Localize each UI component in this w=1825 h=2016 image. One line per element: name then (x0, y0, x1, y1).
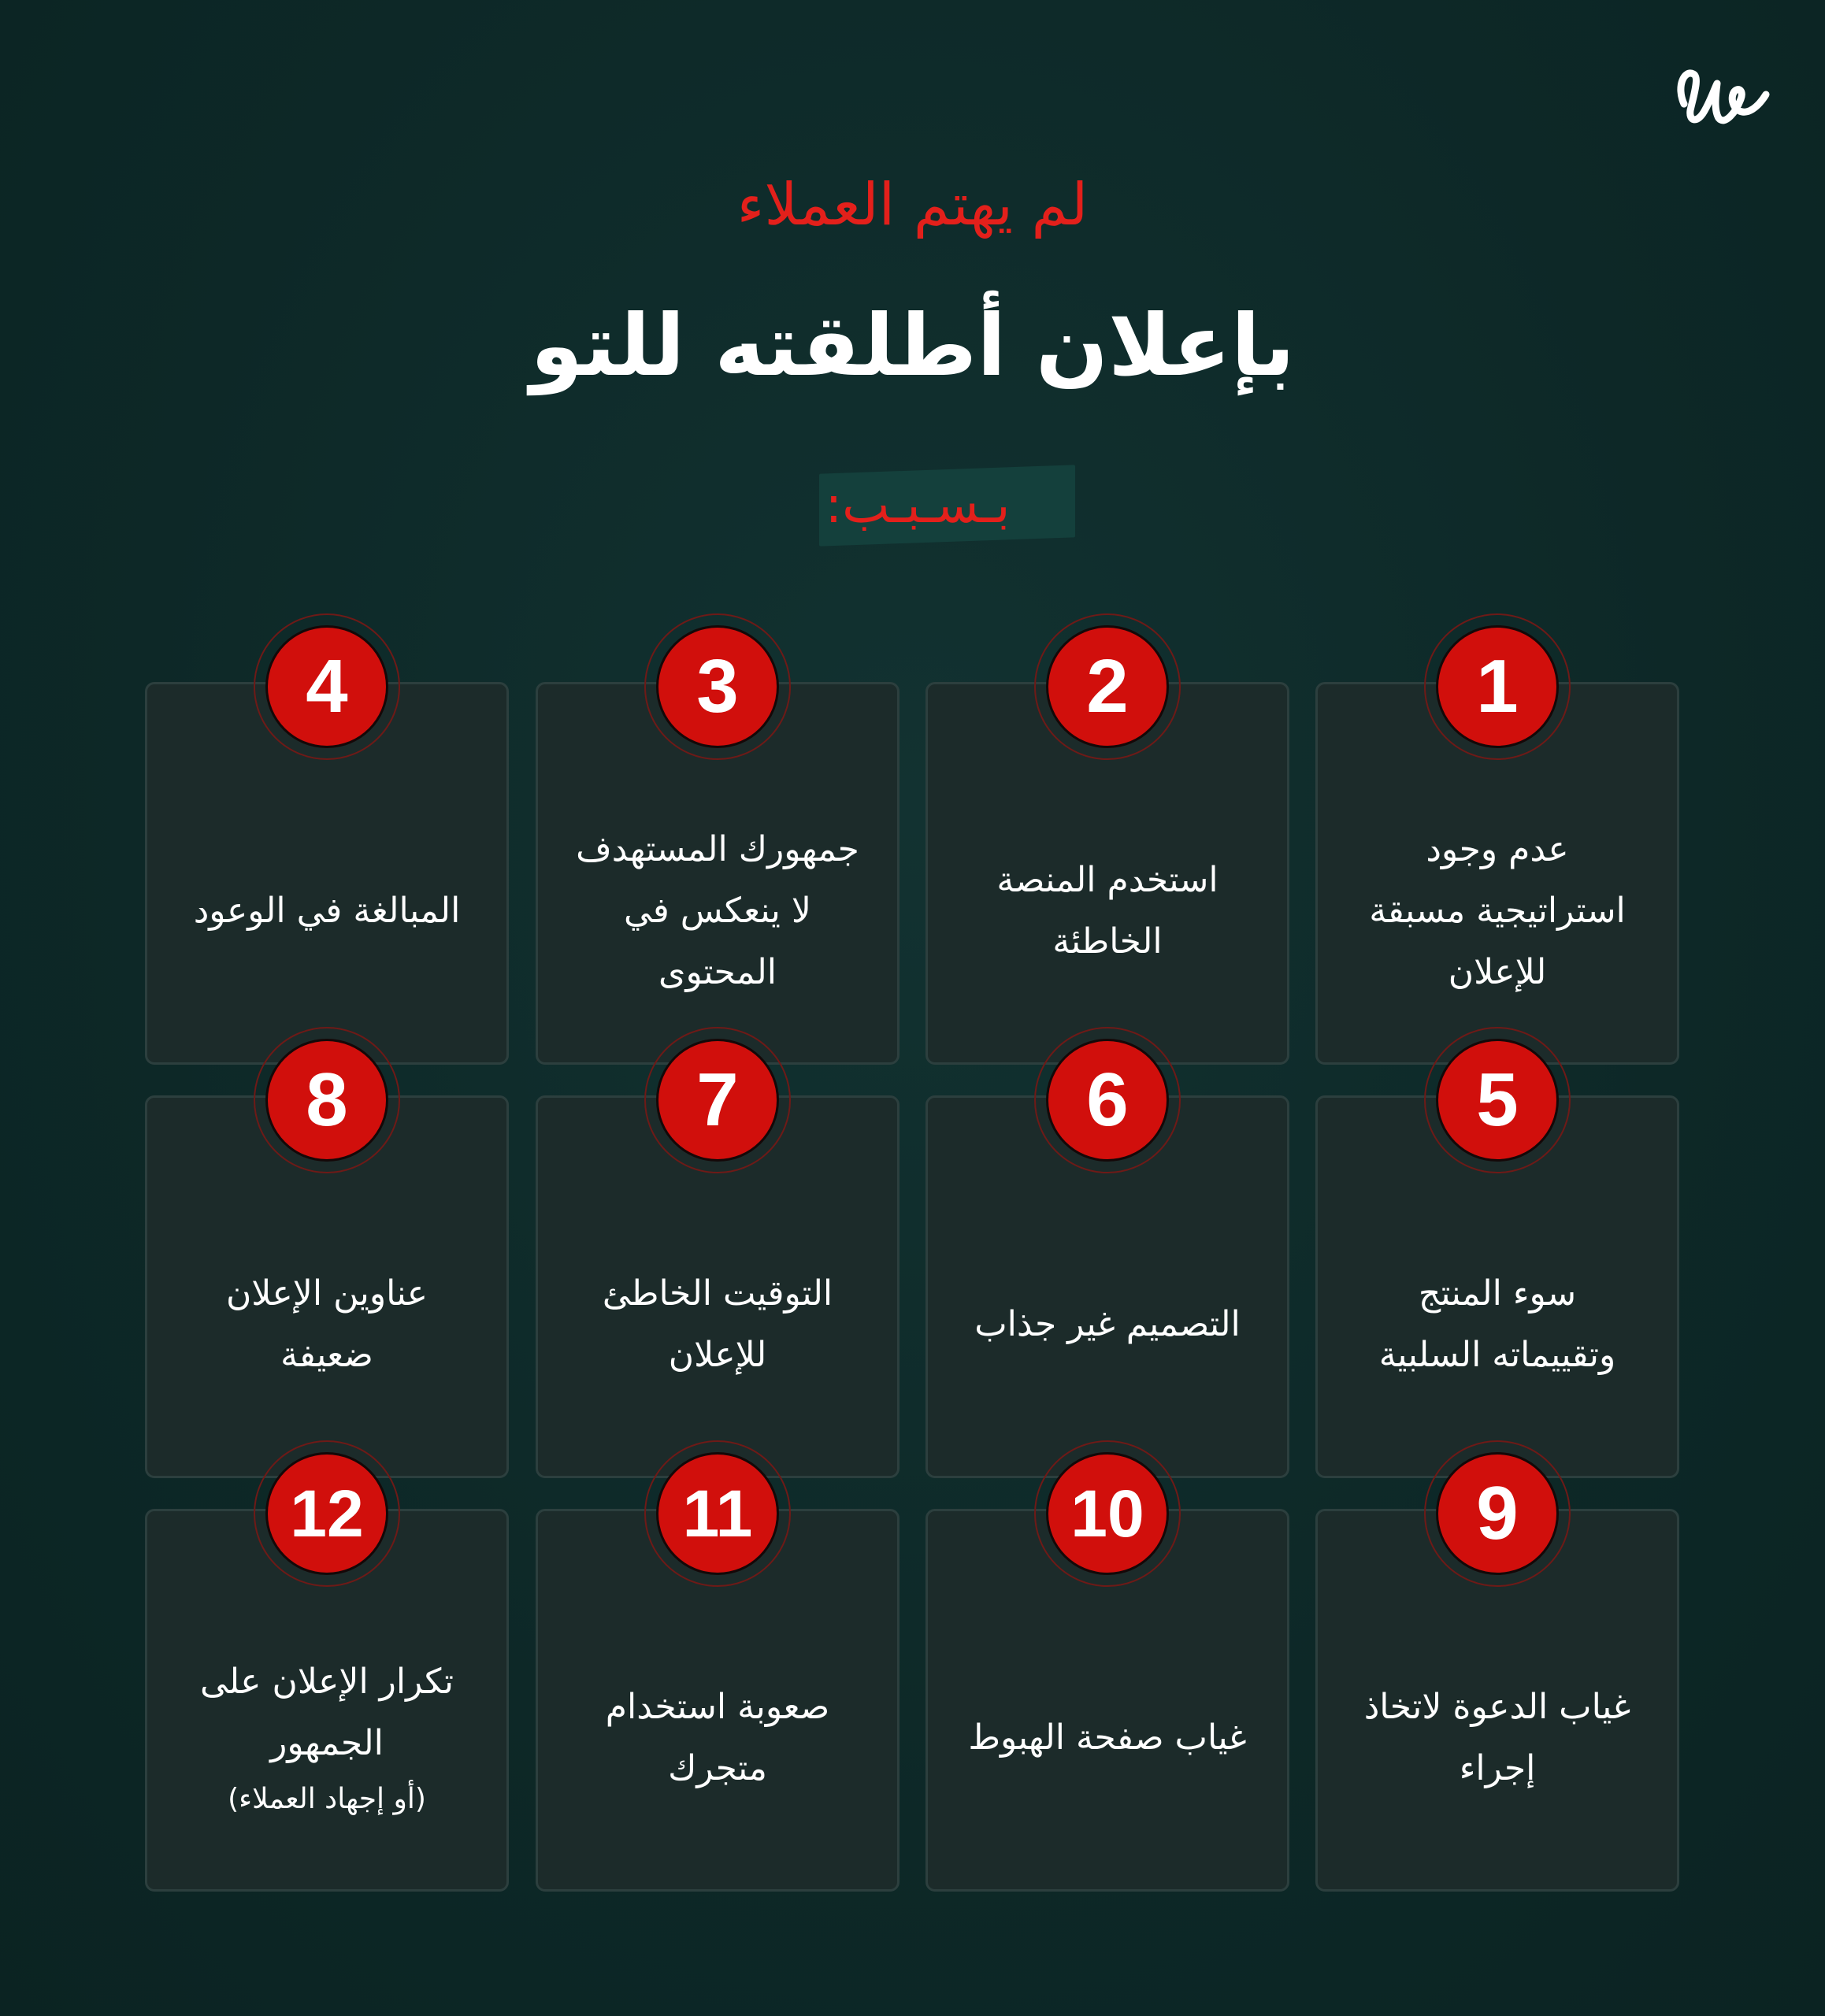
number-badge: 5 (1438, 1041, 1556, 1159)
reason-text-line: التوقيت الخاطئ (602, 1273, 833, 1314)
number-badge: 11 (658, 1455, 777, 1573)
number-badge: 1 (1438, 628, 1556, 746)
reason-text-line: المبالغة في الوعود (193, 891, 461, 931)
reason-text (546, 1263, 889, 1386)
reason-text (1326, 1263, 1669, 1386)
reason-text-line: الجمهور (270, 1723, 384, 1763)
reason-text-line: ضعيفة (280, 1335, 373, 1375)
reason-text-line: سوء المنتج (1418, 1273, 1577, 1314)
number-badge: 7 (658, 1041, 777, 1159)
reason-text-line: استراتيجية مسبقة (1369, 891, 1626, 931)
reason-text (546, 819, 889, 1003)
reason-text-line: صعوبة استخدام (605, 1687, 830, 1727)
reason-text-line: استخدم المنصة (996, 860, 1219, 900)
reason-text-line: متجرك (668, 1748, 767, 1788)
reason-text-line: للإعلان (1448, 952, 1547, 992)
reason-text (155, 1263, 499, 1386)
main-title: بإعلان أطلقته للتو (530, 297, 1295, 395)
reason-text-line: جمهورك المستهدف (576, 829, 859, 869)
reason-text (155, 880, 499, 942)
reason-text (1326, 819, 1669, 1003)
reason-text-line: للإعلان (668, 1335, 767, 1375)
reason-text-line: غياب الدعوة لاتخاذ (1363, 1687, 1631, 1727)
reason-text (546, 1677, 889, 1799)
reason-note: (أو إجهاد العملاء) (228, 1783, 426, 1815)
reason-text-line: التصميم غير جذاب (974, 1304, 1241, 1344)
number-badge: 6 (1048, 1041, 1167, 1159)
reason-text-line: غياب صفحة الهبوط (968, 1718, 1247, 1758)
reason-text (936, 850, 1279, 973)
reason-text-line: إجراء (1459, 1748, 1536, 1788)
number-badge: 2 (1048, 628, 1167, 746)
number-badge: 12 (268, 1455, 386, 1573)
reason-text (936, 1707, 1279, 1769)
number-badge: 9 (1438, 1455, 1556, 1573)
reason-text-line: الخاطئة (1052, 921, 1163, 962)
reason-text (155, 1651, 499, 1825)
reason-text (936, 1294, 1279, 1355)
reason-text-line: لا ينعكس في (624, 891, 811, 931)
number-badge: 3 (658, 628, 777, 746)
because-label: بـسـبـب: (825, 476, 1011, 535)
reason-text-line: المحتوى (658, 952, 777, 992)
number-badge: 4 (268, 628, 386, 746)
number-badge: 8 (268, 1041, 386, 1159)
reason-text-line: عدم وجود (1426, 829, 1569, 869)
number-badge: 10 (1048, 1455, 1167, 1573)
reason-text (1326, 1677, 1669, 1799)
reason-text-line: تكرار الإعلان على (200, 1662, 454, 1702)
reason-text-line: عناوين الإعلان (225, 1273, 428, 1314)
reason-text-line: وتقييماته السلبية (1378, 1335, 1616, 1375)
subtitle-heading: لم يهتم العملاء (736, 171, 1089, 239)
